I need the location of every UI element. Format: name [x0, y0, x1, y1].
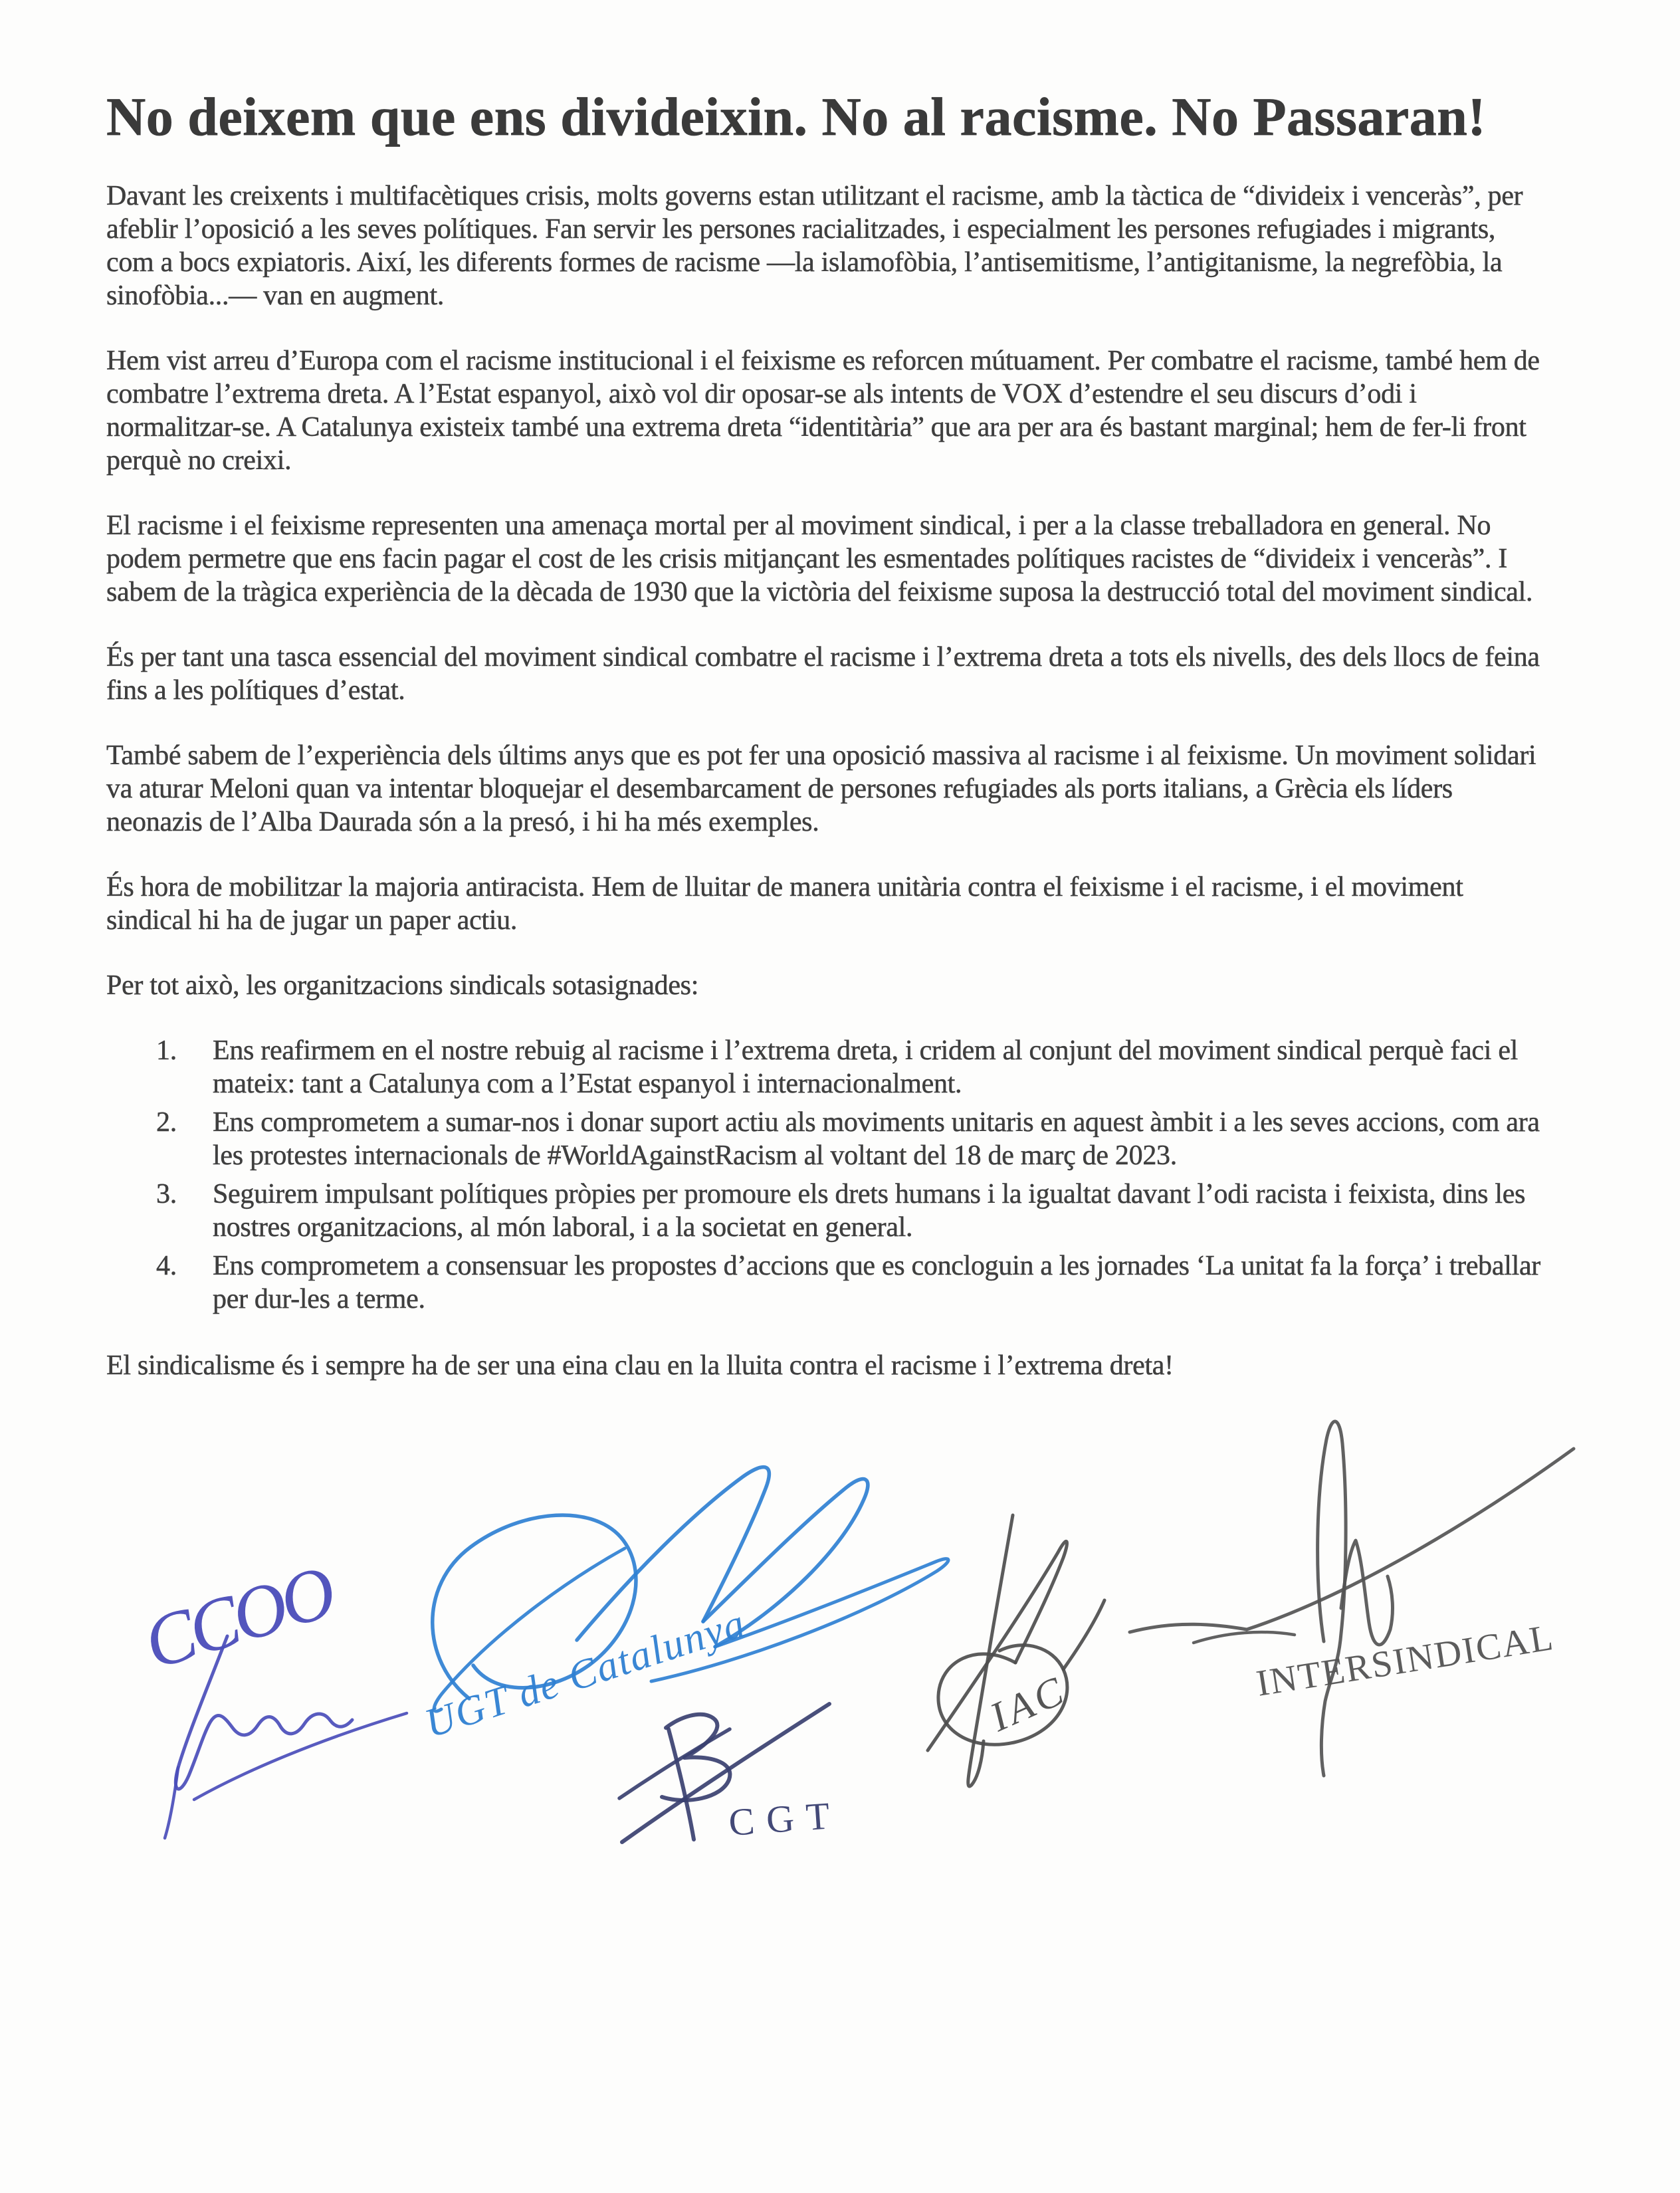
- closing-line: El sindicalisme és i sempre ha de ser una eina clau en la lluita contra el racisme i l’extrema dreta!: [106, 1350, 1174, 1381]
- cgt-signature-b-scribble: [662, 1715, 730, 1800]
- paragraph-2: Hem vist arreu d’Europa com el racisme institucional i el feixisme es reforcen mútuament. Per combatre el racisme, també hem de combatre l’extrema dreta. A l’Estat espanyol, això vol dir oposar-se als intents de VOX d’estendre el seu discurs d’odi i normalitzar-se. A Catalunya existeix també una extrema dreta “identitària” que ara per ara és bastant marginal; hem de fer-li front perquè no creixi.: [106, 346, 1540, 476]
- paragraph-5: També sabem de l’experiència dels últims anys que es pot fer una oposició massiva al racisme i al feixisme. Un moviment solidari va aturar Meloni quan va intentar bloquejar el desembarcament de persones refugiades als ports italians, a Grècia els líders neonazis de l’Alba Daurada són a la presó, i hi ha més exemples.: [106, 740, 1536, 837]
- intersindical-signature-underwave: [1194, 1632, 1295, 1643]
- intersindical-signature-second-loop: [1341, 1540, 1392, 1645]
- letter-title: No deixem que ens divideixin. No al racisme. No Passaran!: [106, 86, 1487, 147]
- list-item-text-1: Ens reafirmem en el nostre rebuig al racisme i l’extrema dreta, i cridem al conjunt del moviment sindical perquè faci el mateix: tant a Catalunya com a l’Estat espanyol i internacionalment.: [213, 1035, 1519, 1099]
- list-number-2: 2.: [156, 1107, 177, 1138]
- ugt-handwritten-label: UGT de Catalunya: [419, 1600, 752, 1747]
- intersindical-handwritten-label: INTERSINDICAL: [1253, 1616, 1557, 1705]
- list-number-1: 1.: [156, 1035, 177, 1066]
- paragraph-3: El racisme i el feixisme representen una amenaça mortal per al moviment sindical, i per a la classe treballadora en general. No podem permetre que ens facin pagar el cost de les crisis mitjançant les esmentades polítiques racistes de “divideix i venceràs”. I sabem de la tràgica experiència de la dècada de 1930 que la victòria del feixisme suposa la destrucció total del moviment sindical.: [106, 510, 1533, 607]
- list-item-text-2: Ens comprometem a sumar-nos i donar suport actiu als moviments unitaris en aquest àmbit i a les seves accions, com ara les protestes internacionals de #WorldAgainstRacism al voltant del 18 de març de 2023.: [213, 1107, 1540, 1171]
- paragraph-6: És hora de mobilitzar la majoria antiracista. Hem de lluitar de manera unitària contra el feixisme i el racisme, i el moviment sindical hi ha de jugar un paper actiu.: [106, 872, 1463, 936]
- cgt-handwritten-label: CGT: [727, 1793, 843, 1844]
- ccoo-signature-underline: [194, 1713, 407, 1800]
- cgt-signature-vertical: [669, 1729, 694, 1839]
- signature-intersindical: [1130, 1421, 1574, 1776]
- signature-cgt: [619, 1704, 843, 1844]
- signature-ugt: [419, 1467, 948, 1747]
- list-number-3: 3.: [156, 1179, 177, 1209]
- iac-signature-upper-loop: [1063, 1600, 1104, 1669]
- paragraph-4: És per tant una tasca essencial del moviment sindical combatre el racisme i l’extrema dreta a tots els nivells, des dels llocs de feina fins a les polítiques d’estat.: [106, 642, 1540, 706]
- cgt-signature-diagonal-2: [619, 1729, 730, 1798]
- list-item-text-3: Seguirem impulsant polítiques pròpies per promoure els drets humans i la igualtat davant l’odi racista i feixista, dins les nostres organitzacions, al món laboral, i a la societat en general.: [213, 1179, 1526, 1243]
- signature-ccoo: [135, 1550, 407, 1838]
- list-number-4: 4.: [156, 1251, 177, 1281]
- paragraph-1: Davant les creixents i multifacètiques crisis, molts governs estan utilitzant el racisme, amb la tàctica de “divideix i venceràs”, per afeblir l’oposició a les seves polítiques. Fan servir les persones racialitzades, i especialment les persones refugiades i migrants, com a bocs expiatoris. Així, les diferents formes de racisme —la islamofòbia, l’antisemitisme, l’antigitanisme, la negrefòbia, la sinofòbia...— van en augment.: [106, 181, 1523, 311]
- list-item-text-4: Ens comprometem a consensuar les propostes d’accions que es concloguin a les jornades ‘La unitat fa la força’ i treballar per dur-les a terme.: [213, 1251, 1540, 1314]
- ccoo-signature-tail: [165, 1768, 178, 1838]
- ccoo-handwritten-label: CCOO: [135, 1550, 342, 1685]
- iac-handwritten-label: IAC: [984, 1667, 1074, 1740]
- intersindical-signature-diagonal: [1130, 1449, 1574, 1632]
- paragraph-7-intro: Per tot això, les organitzacions sindicals sotasignades:: [106, 970, 699, 1001]
- signature-iac: [928, 1515, 1104, 1786]
